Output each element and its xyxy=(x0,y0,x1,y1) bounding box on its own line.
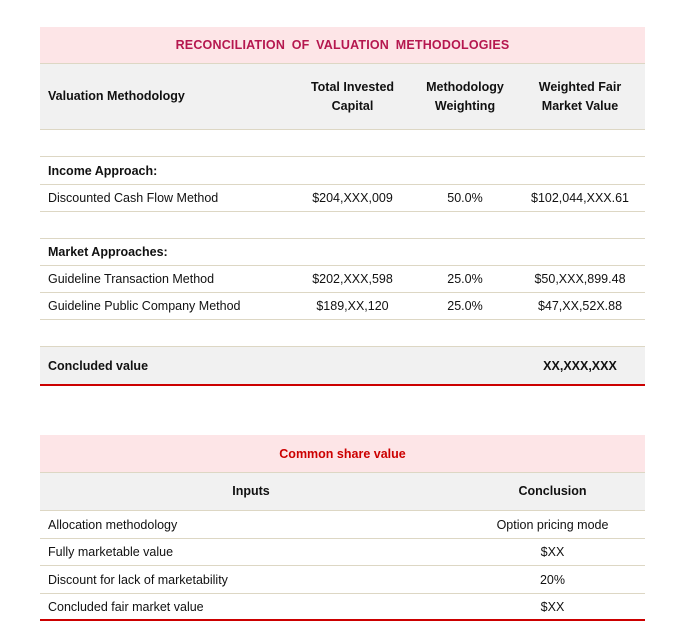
spacer-row xyxy=(40,320,645,347)
section-label-row xyxy=(40,239,645,266)
weighted-fmv: $47,XX,52X.88 xyxy=(537,299,623,313)
reconciliation-table xyxy=(40,27,645,386)
conclusion-value: $XX xyxy=(540,545,565,559)
header-inputs: Inputs xyxy=(232,484,270,498)
table-row xyxy=(40,293,645,320)
conclusion-value: Option pricing mode xyxy=(496,517,609,532)
method-name: Discounted Cash Flow Method xyxy=(48,191,219,205)
table-row xyxy=(40,594,645,621)
input-label: Allocation methodology xyxy=(48,517,178,532)
table-row xyxy=(40,266,645,293)
header-weighting-line2: Weighting xyxy=(434,98,496,113)
weighted-fmv: $102,044,XXX.61 xyxy=(531,191,629,205)
header-conclusion: Conclusion xyxy=(518,484,587,498)
weighted-fmv: $50,XXX,899.48 xyxy=(534,272,626,286)
input-label: Fully marketable value xyxy=(48,545,174,559)
input-label: Concluded fair market value xyxy=(48,599,204,614)
table-row xyxy=(40,566,645,594)
table-row xyxy=(40,511,645,539)
total-invested-capital: $204,XXX,009 xyxy=(312,191,393,205)
table-row xyxy=(40,539,645,566)
header-weighting-line1: Methodology xyxy=(426,79,504,94)
section-label-market: Market Approaches: xyxy=(48,245,168,259)
reconciliation-title: RECONCILIATION OF VALUATION METHODOLOGIES xyxy=(175,38,510,52)
header-total-invested-capital xyxy=(290,64,415,129)
header-valuation-methodology: Valuation Methodology xyxy=(48,89,185,103)
reconciliation-title-band xyxy=(40,27,645,64)
methodology-weighting: 25.0% xyxy=(447,299,483,313)
header-fmv-line1: Weighted Fair xyxy=(538,79,622,94)
concluded-value-amount: XX,XXX,XXX xyxy=(543,358,617,373)
section-label-income: Income Approach: xyxy=(48,163,158,178)
spacer-row xyxy=(40,212,645,239)
concluded-value-label: Concluded value xyxy=(48,358,149,373)
concluded-value-row xyxy=(40,347,645,386)
header-methodology-weighting xyxy=(415,64,515,129)
header-tic-line1: Total Invested xyxy=(310,79,395,94)
methodology-weighting: 50.0% xyxy=(447,191,483,205)
total-invested-capital: $202,XXX,598 xyxy=(312,272,393,286)
methodology-weighting: 25.0% xyxy=(447,272,483,286)
reconciliation-header-row xyxy=(40,64,645,130)
input-label: Discount for lack of marketability xyxy=(48,572,228,587)
header-weighted-fmv xyxy=(515,64,645,129)
common-share-table xyxy=(40,435,645,621)
section-label-row xyxy=(40,157,645,185)
common-share-title: Common share value xyxy=(279,446,406,461)
spacer-row xyxy=(40,130,645,157)
common-share-header-row xyxy=(40,473,645,511)
conclusion-value: 20% xyxy=(539,572,566,587)
header-tic-line2: Capital xyxy=(331,98,374,113)
method-name: Guideline Public Company Method xyxy=(48,299,241,313)
method-name: Guideline Transaction Method xyxy=(48,272,215,286)
header-fmv-line2: Market Value xyxy=(541,98,619,113)
conclusion-value: $XX xyxy=(540,599,565,614)
common-share-title-band xyxy=(40,435,645,473)
total-invested-capital: $189,XX,120 xyxy=(316,299,389,313)
table-row xyxy=(40,185,645,212)
